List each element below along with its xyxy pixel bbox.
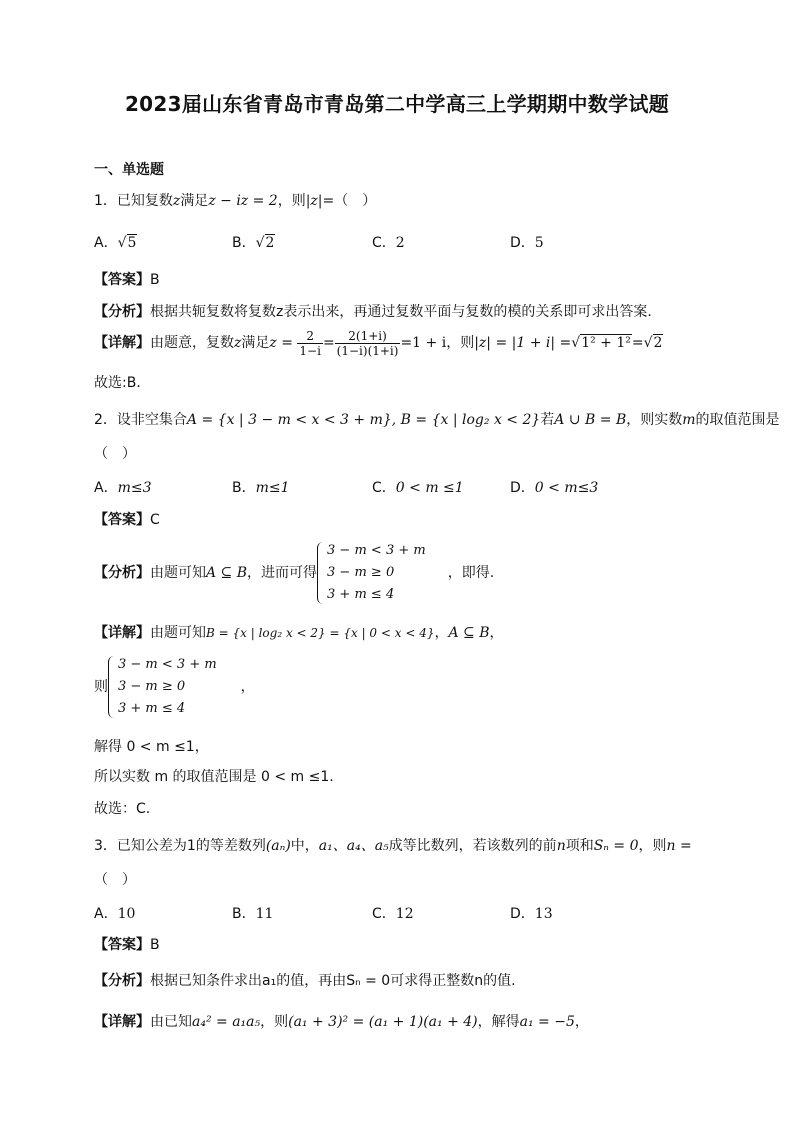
analysis-text: ，进而可得 [247,565,318,581]
inequality-system [108,654,217,720]
option-text: 0 < m ≤1 [395,480,464,496]
sequence: (aₙ) [265,838,291,854]
section-heading: 一、单选题 [94,162,164,178]
option-label: B． [232,906,256,922]
detail-label: 【详解】 [94,1014,150,1030]
option-text: 12 [395,906,414,922]
option-label: D． [510,235,535,251]
option-b [232,233,275,253]
answer-value: B [150,937,160,953]
equation: z − iz = 2 [208,193,278,209]
equation: = [631,335,644,351]
sqrt-expr: √5 [117,235,137,251]
radicand: 1² + 1² [581,335,631,351]
answer-label: 【答案】 [94,512,150,528]
stem-text: ，则 [277,193,306,209]
answer-line [94,935,160,955]
var-m: m [682,412,696,428]
detail-text: 满足 [241,335,270,351]
option-d [510,904,553,924]
question-3-stem [94,836,692,856]
option-label: C． [372,235,396,251]
terms: a₁、a₄、a₅ [318,838,389,854]
question-2-stem [94,410,780,430]
set-definition: B = {x | log₂ x < 2} = {x | 0 < x < 4} [206,626,435,640]
set-definition: A = {x | 3 − m < x < 3 + m}, B = {x | log₂ x < 2} [186,412,541,428]
option-c [372,904,414,924]
option-label: A． [94,235,118,251]
modulus: |z| [305,193,323,209]
detail-text: ，则 [260,1014,289,1030]
analysis-text: 根据已知条件求出a₁的值，再由Sₙ = 0可求得正整数n的值. [150,973,516,989]
option-a [94,233,137,253]
analysis-label: 【分析】 [94,973,150,989]
question-number: 2． [94,412,117,428]
stem-text: 项和 [565,838,594,854]
sqrt-expr: √2 [643,335,663,351]
detail-text: ， [434,625,449,641]
option-b [232,904,273,924]
option-text: 13 [534,906,553,922]
var-z: z [172,193,181,209]
option-a [94,478,152,498]
equation: |z| = |1 + i| = [474,335,572,351]
equation: a₁ = −5 [519,1014,575,1030]
option-text: 5 [534,235,544,251]
analysis-label: 【分析】 [94,565,150,581]
answer-value: B [150,272,160,288]
detail-text: ， [489,625,504,641]
answer-label: 【答案】 [94,937,150,953]
range-line: 所以实数 m 的取值范围是 0 < m ≤1. [94,769,334,785]
answer-line [94,270,160,290]
subset-expr: A ⊆ B [448,625,490,641]
detail-text: ， [574,1014,589,1030]
sqrt-expr: √1² + 1² [571,335,631,351]
paren: （ ） [94,446,136,462]
stem-text: 的取值范围是 [695,412,780,428]
sqrt-expr: √2 [255,235,275,251]
subset-expr: A ⊆ B [206,565,248,581]
radicand: 2 [653,335,663,351]
detail-label: 【详解】 [94,335,150,351]
equation: Sₙ = 0 [593,838,639,854]
option-text: m≤3 [117,480,152,496]
paren: （ ） [94,872,136,888]
conclusion: 故选:B． [94,375,151,391]
option-c [372,478,464,498]
analysis-text: 由题可知 [150,565,206,581]
detail-text: 则 [94,679,108,695]
detail-text: ，则 [446,335,475,351]
answer-value: C [150,512,160,528]
option-label: C． [372,906,396,922]
option-d [510,478,598,498]
stem-text: 设非空集合 [116,412,187,428]
option-text: m≤1 [255,480,290,496]
analysis-text: ，即得. [447,565,495,581]
var-n: n [556,838,566,854]
analysis-text: 根据共轭复数将复数z表示出来，再通过复数平面与复数的模的关系即可求出答案. [150,304,652,320]
option-label: C． [372,480,396,496]
fraction [335,329,401,358]
question-number: 1． [94,193,117,209]
analysis-line [94,540,494,606]
option-text: 11 [255,906,274,922]
equation: =1 + i [400,335,447,351]
analysis-label: 【分析】 [94,304,150,320]
detail-line [94,623,504,643]
inequality: 3 − m < 3 + m [327,543,426,558]
inequality: 3 + m ≤ 4 [327,587,395,602]
stem-text: ，则 [638,838,667,854]
stem-text: 已知公差为1的等差数列 [116,838,266,854]
stem-text: 成等比数列，若该数列的前 [388,838,557,854]
radicand: 5 [127,235,137,251]
equation: n = [666,838,692,854]
option-text: 10 [117,906,136,922]
option-b [232,478,290,498]
answer-line [94,510,160,530]
analysis-line [94,302,652,322]
fraction [297,329,323,358]
numerator: 2(1+i) [335,329,401,344]
option-c [372,233,405,253]
equation: (a₁ + 3)² = (a₁ + 1)(a₁ + 4) [288,1014,478,1030]
detail-label: 【详解】 [94,625,150,641]
numerator: 2 [297,329,323,344]
radicand: 2 [265,235,275,251]
denominator: 1−i [299,343,321,358]
option-label: A． [94,906,118,922]
option-label: D． [510,480,535,496]
stem-text: ，则实数 [626,412,683,428]
detail-line [94,1012,589,1032]
option-label: B． [232,235,256,251]
stem-text: 满足 [180,193,209,209]
stem-text: =（ ） [322,193,377,209]
equation: a₄² = a₁a₅ [192,1014,261,1030]
option-text: 0 < m≤3 [534,480,599,496]
inequality: 3 + m ≤ 4 [118,701,186,716]
stem-text: 若 [540,412,555,428]
equation: A ∪ B = B [554,412,627,428]
detail-text: ， [240,679,255,695]
inequality: 3 − m ≥ 0 [327,565,395,580]
question-1-stem [94,191,376,211]
var-z: z [234,335,242,351]
option-text: 2 [395,235,405,251]
denominator: (1−i)(1+i) [336,343,399,358]
solve-line: 解得 0 < m ≤1， [94,739,209,755]
answer-label: 【答案】 [94,272,150,288]
option-label: D． [510,906,535,922]
option-label: A． [94,480,118,496]
stem-text: 已知复数 [116,193,173,209]
analysis-line [94,971,516,991]
detail-text: 由已知 [150,1014,192,1030]
detail-text: 由题意，复数 [150,335,234,351]
option-d [510,233,544,253]
inequality: 3 − m < 3 + m [118,657,217,672]
detail-system-line [94,654,255,720]
question-number: 3． [94,838,117,854]
inequality: 3 − m ≥ 0 [118,679,186,694]
detail-line: 【详解】由题意，复数z满足z = $\frac{2}{1-i}$ = $\frac{2(1+i)}{(1-i)(1+i)}$ =1 + i，则|z| = |1 + i| =√1² + 1²=√2 [94,328,663,358]
detail-text: ，解得 [477,1014,520,1030]
page-title: 2023届山东省青岛市青岛第二中学高三上学期期中数学试题 [124,92,670,116]
equation: z = [269,335,293,351]
stem-text: 中， [290,838,319,854]
conclusion: 故选：C. [94,801,151,817]
option-a [94,904,135,924]
inequality-system [317,540,426,606]
option-label: B． [232,480,256,496]
detail-text: 由题可知 [150,625,206,641]
